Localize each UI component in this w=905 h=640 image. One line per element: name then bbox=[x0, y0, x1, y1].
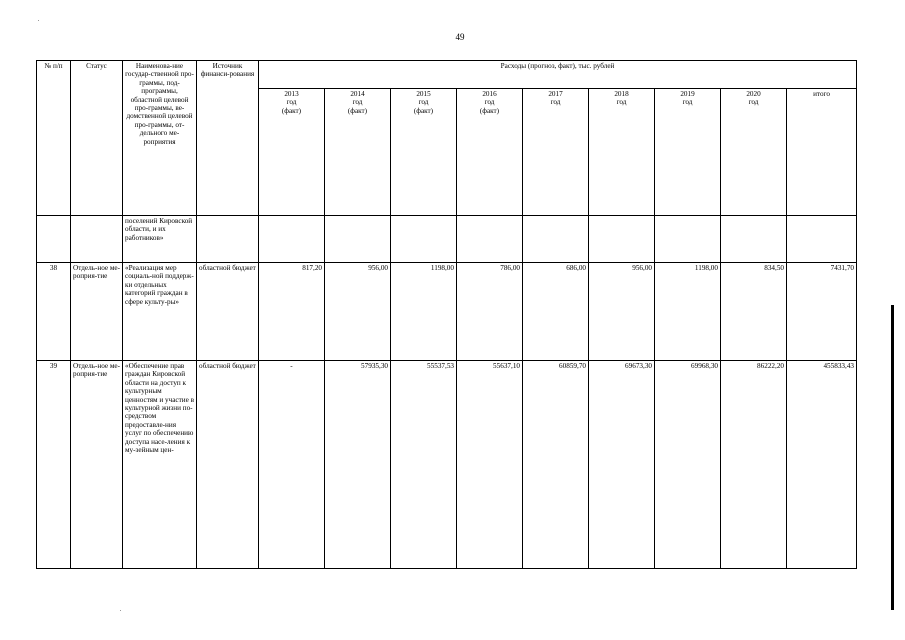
row-status: Отдель-ное ме-роприя-тие bbox=[71, 361, 123, 569]
header-year: 2017 год bbox=[523, 89, 589, 216]
header-year: 2016 год (факт) bbox=[457, 89, 523, 216]
row-source: областной бюджет bbox=[197, 263, 259, 361]
row-value: 1198,00 bbox=[655, 263, 721, 361]
table-row bbox=[37, 361, 857, 569]
header-expenses: Расходы (прогноз, факт), тыс. рублей bbox=[259, 61, 857, 89]
row-value: 956,00 bbox=[325, 263, 391, 361]
row-value: 686,00 bbox=[523, 263, 589, 361]
table-row bbox=[37, 263, 857, 361]
header-row-top bbox=[37, 61, 857, 89]
row-source: областной бюджет bbox=[197, 361, 259, 569]
row-value: 60859,70 bbox=[523, 361, 589, 569]
header-total: итого bbox=[787, 89, 857, 216]
row-value: 86222,20 bbox=[721, 361, 787, 569]
header-year: 2013 год (факт) bbox=[259, 89, 325, 216]
row-status: Отдель-ное ме-роприя-тие bbox=[71, 263, 123, 361]
row-total: 7431,70 bbox=[787, 263, 857, 361]
header-year: 2018 год bbox=[589, 89, 655, 216]
row-value: 786,00 bbox=[457, 263, 523, 361]
header-year: 2020 год bbox=[721, 89, 787, 216]
scan-speck bbox=[120, 610, 121, 611]
scan-speck bbox=[38, 20, 39, 21]
row-no: 38 bbox=[37, 263, 71, 361]
budget-table bbox=[36, 60, 857, 569]
header-no: № п/п bbox=[37, 61, 71, 216]
continuation-name: поселений Кировской области, и их работников» bbox=[123, 216, 197, 263]
row-value: 1198,00 bbox=[391, 263, 457, 361]
row-value: 69968,30 bbox=[655, 361, 721, 569]
page-number: 49 bbox=[455, 32, 465, 42]
row-value: 69673,30 bbox=[589, 361, 655, 569]
row-total: 455833,43 bbox=[787, 361, 857, 569]
row-value: 57935,30 bbox=[325, 361, 391, 569]
row-value: 817,20 bbox=[259, 263, 325, 361]
header-year: 2014 год (факт) bbox=[325, 89, 391, 216]
row-no: 39 bbox=[37, 361, 71, 569]
row-value: 834,50 bbox=[721, 263, 787, 361]
header-year: 2015 год (факт) bbox=[391, 89, 457, 216]
row-value: 55637,10 bbox=[457, 361, 523, 569]
row-value: - bbox=[259, 361, 325, 569]
header-status: Статус bbox=[71, 61, 123, 216]
header-year: 2019 год bbox=[655, 89, 721, 216]
header-name: Наименова-ние государ-ственной про-граммы, под-программы, областной целевой про-граммы, ве-домственной целевой про-граммы, от-дельного ме-роприятия bbox=[123, 61, 197, 216]
row-name: «Реализация мер социаль-ной поддерж-ки отдельных категорий граждан в сфере культу-ры» bbox=[123, 263, 197, 361]
row-value: 956,00 bbox=[589, 263, 655, 361]
row-name: «Обеспечение прав граждан Кировской области на доступ к культурным ценностям и участие в культурной жизни по-средством предоставле-ния услуг по обеспечению доступа насе-ления к му-зейным цен- bbox=[123, 361, 197, 569]
scan-edge-bar bbox=[891, 305, 894, 610]
header-source: Источник финанси-рования bbox=[197, 61, 259, 216]
continuation-row bbox=[37, 216, 857, 263]
row-value: 55537,53 bbox=[391, 361, 457, 569]
